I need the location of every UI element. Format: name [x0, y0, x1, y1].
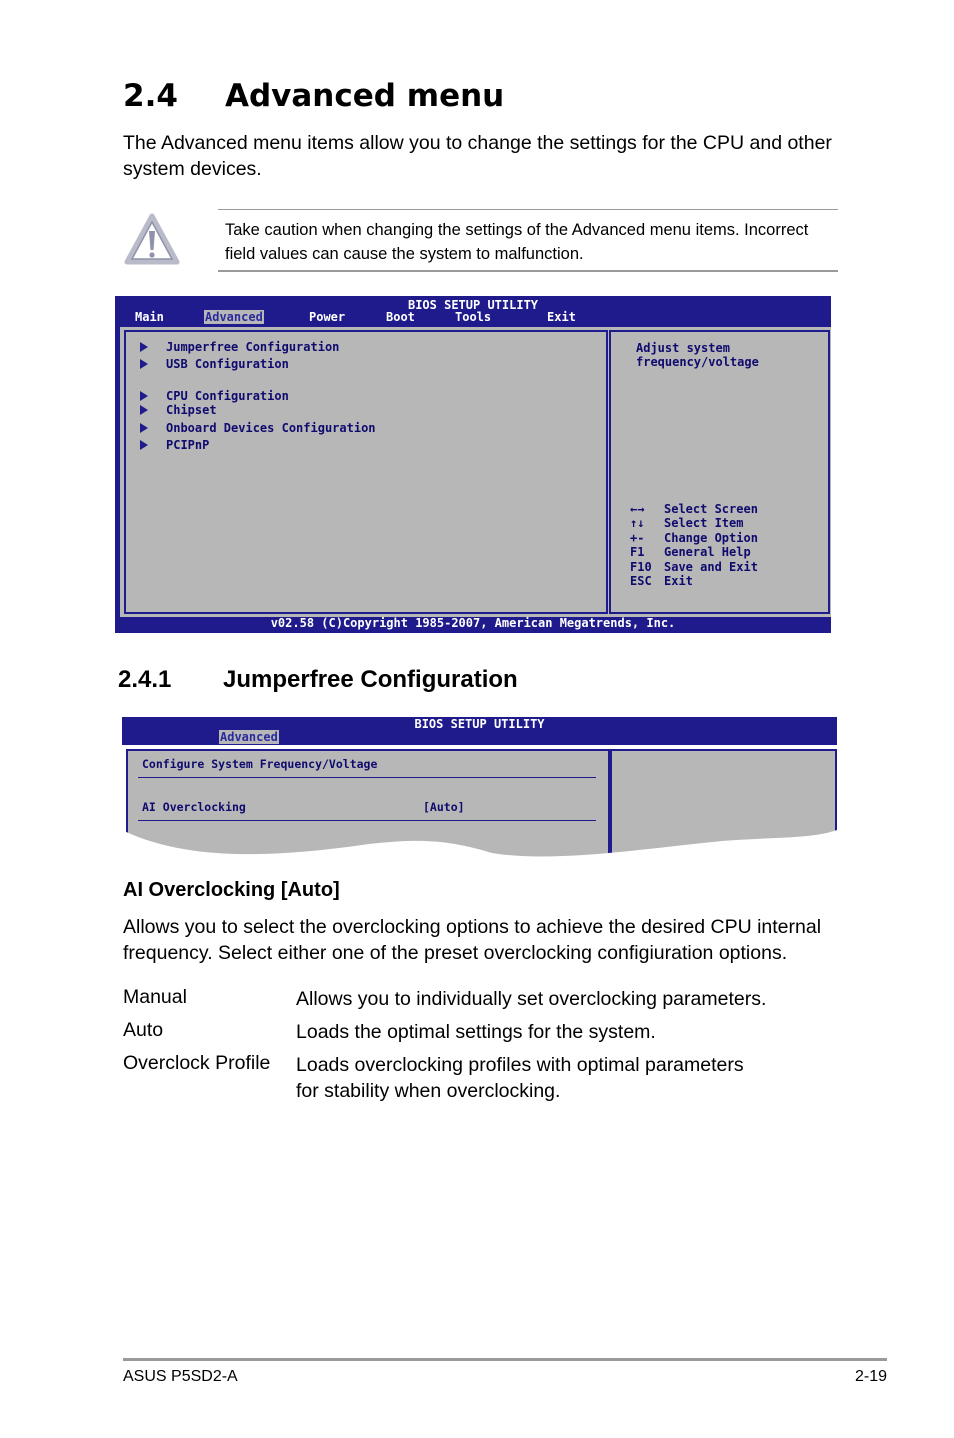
- ai-overclocking-description: Allows you to select the overclocking options to achieve the desired CPU internal frequency. Select either one of the preset overclocking configiuration options.: [123, 916, 822, 964]
- submenu-arrow-icon: [140, 342, 148, 352]
- section-number: 2.4: [123, 78, 178, 114]
- item-onboard-devices[interactable]: Onboard Devices Configuration: [166, 421, 376, 435]
- ai-overclocking-label[interactable]: AI Overclocking: [142, 800, 246, 814]
- submenu-arrow-icon: [140, 423, 148, 433]
- menu-advanced[interactable]: Advanced: [205, 310, 263, 324]
- option-desc: Loads the optimal settings for the system.: [296, 1021, 656, 1043]
- separator: [138, 820, 596, 821]
- config-heading: Configure System Frequency/Voltage: [142, 757, 378, 771]
- bios-title: BIOS SETUP UTILITY: [407, 298, 539, 312]
- submenu-arrow-icon: [140, 440, 148, 450]
- key-action: Select Item: [664, 516, 744, 530]
- note-bottom-rule: [218, 270, 838, 272]
- submenu-arrow-icon: [140, 405, 148, 415]
- option-name: Auto: [123, 1019, 164, 1041]
- help-line: frequency/voltage: [636, 355, 759, 369]
- key-f1: F1: [630, 545, 645, 559]
- option-name: Manual: [123, 986, 187, 1008]
- key-f10: F10: [630, 560, 652, 574]
- key-action: General Help: [664, 545, 751, 559]
- caution-text: Take caution when changing the settings of the Advanced menu items. Incorrect field values can cause the system to malfunction.: [225, 221, 809, 263]
- item-cpu[interactable]: CPU Configuration: [166, 389, 289, 403]
- submenu-arrow-icon: [140, 391, 148, 401]
- submenu-arrow-icon: [140, 359, 148, 369]
- item-jumperfree[interactable]: Jumperfree Configuration: [166, 340, 340, 354]
- menu-advanced[interactable]: Advanced: [220, 730, 278, 744]
- section-title: Advanced menu: [225, 78, 505, 114]
- subsection-heading: [118, 666, 518, 694]
- caution-triangle-icon: [124, 213, 180, 265]
- bios-items-pane: [124, 330, 608, 614]
- section-heading: [123, 78, 504, 114]
- item-chipset[interactable]: Chipset: [166, 403, 217, 417]
- key-action: Exit: [664, 574, 693, 588]
- option-desc: Loads overclocking profiles with optimal parameters for stability when overclocking.: [296, 1054, 744, 1102]
- subsection-number: 2.4.1: [118, 666, 172, 693]
- bios-screen-jumperfree: [122, 717, 837, 857]
- help-line: Adjust system: [636, 341, 730, 355]
- bios2-header: [122, 717, 837, 745]
- separator: [138, 777, 596, 778]
- bios-panel: [120, 327, 831, 617]
- key-esc: ESC: [630, 574, 652, 588]
- menu-main[interactable]: Main: [135, 310, 164, 324]
- option-desc: Allows you to individually set overclocking parameters.: [296, 988, 767, 1010]
- subsection-title: Jumperfree Configuration: [223, 666, 518, 693]
- footer-rule: [123, 1358, 887, 1361]
- bios-help-pane: [609, 330, 830, 614]
- bios2-title: BIOS SETUP UTILITY: [414, 717, 545, 731]
- ai-overclocking-value[interactable]: [Auto]: [423, 800, 465, 814]
- note-top-rule: [218, 209, 838, 210]
- key-arrows-lr: ←→: [630, 502, 645, 516]
- bios-copyright: v02.58 (C)Copyright 1985-2007, American Megatrends, Inc.: [270, 616, 676, 630]
- torn-edge: [122, 827, 837, 857]
- option-name: Overclock Profile: [123, 1052, 271, 1074]
- ai-overclocking-heading: AI Overclocking [Auto]: [123, 879, 340, 901]
- key-arrows-ud: ↑↓: [630, 516, 645, 530]
- intro-paragraph: The Advanced menu items allow you to change the settings for the CPU and other system devices.: [123, 132, 832, 180]
- key-plus-minus: +-: [630, 531, 645, 545]
- bios-screen-advanced: [115, 296, 831, 633]
- key-action: Select Screen: [664, 502, 758, 516]
- item-usb[interactable]: USB Configuration: [166, 357, 289, 371]
- menu-tools[interactable]: Tools: [455, 310, 492, 324]
- footer-product: ASUS P5SD2-A: [123, 1368, 238, 1385]
- menu-exit[interactable]: Exit: [547, 310, 576, 324]
- key-action: Save and Exit: [664, 560, 758, 574]
- menu-boot[interactable]: Boot: [386, 310, 415, 324]
- footer-page-number: 2-19: [854, 1368, 887, 1385]
- item-pcipnp[interactable]: PCIPnP: [166, 438, 210, 452]
- menu-power[interactable]: Power: [309, 310, 346, 324]
- key-action: Change Option: [664, 531, 758, 545]
